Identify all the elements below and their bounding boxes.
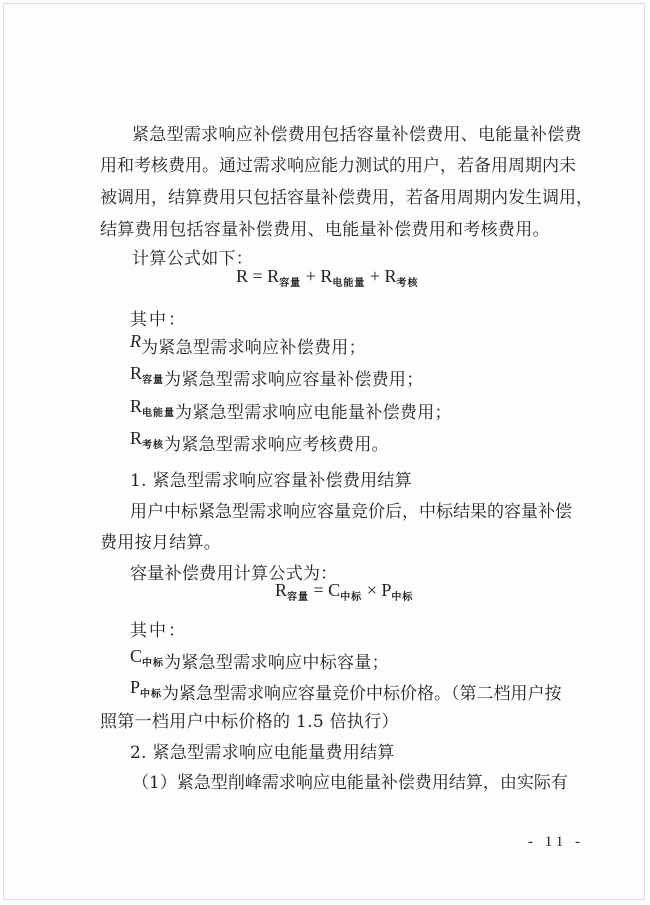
definition-symbol: C	[130, 646, 143, 666]
definition-symbol: R	[130, 396, 143, 416]
paragraph-line: 用和考核费用。通过需求响应能力测试的用户，若备用周期内未	[100, 156, 576, 176]
formula-symbol: R	[320, 266, 333, 286]
definition-r-capacity	[130, 362, 424, 388]
formula-subscript: 容量	[287, 592, 310, 603]
formula-subscript: 考核	[396, 278, 419, 289]
formula-intro: 计算公式如下：	[132, 249, 254, 269]
formula-symbol: R	[267, 266, 280, 286]
definition-symbol: R	[130, 363, 143, 383]
formula-symbol: C	[328, 580, 341, 600]
page-number: - 11 -	[528, 834, 584, 850]
paragraph-line: （1）紧急型削峰需求响应电能量补偿费用结算，由实际有	[132, 773, 568, 793]
definition-text: 为紧急型需求响应补偿费用；	[141, 338, 366, 358]
formula-intro: 容量补偿费用计算公式为：	[130, 564, 338, 584]
section-heading-2: 2. 紧急型需求响应电能量费用结算	[130, 743, 395, 763]
definition-r-energy	[130, 395, 452, 421]
paragraph-line: 被调用，结算费用只包括容量补偿费用，若备用周期内发生调用，	[100, 188, 593, 208]
formula-total	[236, 266, 419, 287]
formula-operator: =	[313, 580, 324, 600]
definition-symbol: R	[130, 428, 143, 448]
definition-subscript: 中标	[140, 689, 163, 700]
paragraph-line: 用户中标紧急型需求响应容量竞价后，中标结果的容量补偿	[130, 502, 572, 522]
definition-text: 为紧急型需求响应容量竞价中标价格。（第二档用户按	[162, 684, 562, 704]
formula-symbol: P	[381, 580, 392, 600]
paragraph-line: 照第一档用户中标价格的 1.5 倍执行）	[100, 712, 399, 732]
section-heading-1: 1. 紧急型需求响应容量补偿费用结算	[130, 471, 413, 491]
definition-p-winning	[130, 676, 562, 702]
formula-symbol: R	[384, 266, 397, 286]
formula-symbol: R	[236, 266, 249, 286]
definition-subscript: 考核	[142, 440, 165, 451]
formula-symbol: R	[275, 580, 288, 600]
definition-symbol: R	[130, 331, 141, 351]
definition-text: 为紧急型需求响应容量补偿费用；	[164, 370, 424, 390]
definition-text: 为紧急型需求响应考核费用。	[164, 435, 389, 455]
definition-subscript: 电能量	[142, 408, 176, 419]
definition-r	[130, 330, 366, 358]
where-label: 其中：	[130, 621, 187, 641]
formula-operator: ×	[366, 580, 377, 600]
paragraph-line: 紧急型需求响应补偿费用包括容量补偿费用、电能量补偿费	[132, 125, 582, 145]
definition-text: 为紧急型需求响应中标容量；	[164, 653, 389, 673]
formula-subscript: 容量	[279, 278, 302, 289]
formula-capacity	[275, 580, 413, 601]
formula-subscript: 中标	[340, 592, 363, 603]
definition-subscript: 中标	[142, 658, 165, 669]
paragraph-line: 费用按月结算。	[100, 533, 222, 553]
definition-text: 为紧急型需求响应电能量补偿费用；	[175, 403, 452, 423]
definition-r-assessment	[130, 427, 389, 453]
formula-subscript: 电能量	[332, 278, 366, 289]
formula-subscript: 中标	[391, 592, 414, 603]
formula-operator: +	[305, 266, 316, 286]
definition-subscript: 容量	[142, 375, 165, 386]
definition-c-winning	[130, 645, 389, 671]
paragraph-line: 结算费用包括容量补偿费用、电能量补偿费用和考核费用。	[100, 220, 550, 240]
formula-operator: +	[369, 266, 381, 286]
definition-symbol: P	[130, 677, 141, 697]
where-label: 其中：	[130, 310, 187, 330]
formula-operator: =	[252, 266, 263, 286]
